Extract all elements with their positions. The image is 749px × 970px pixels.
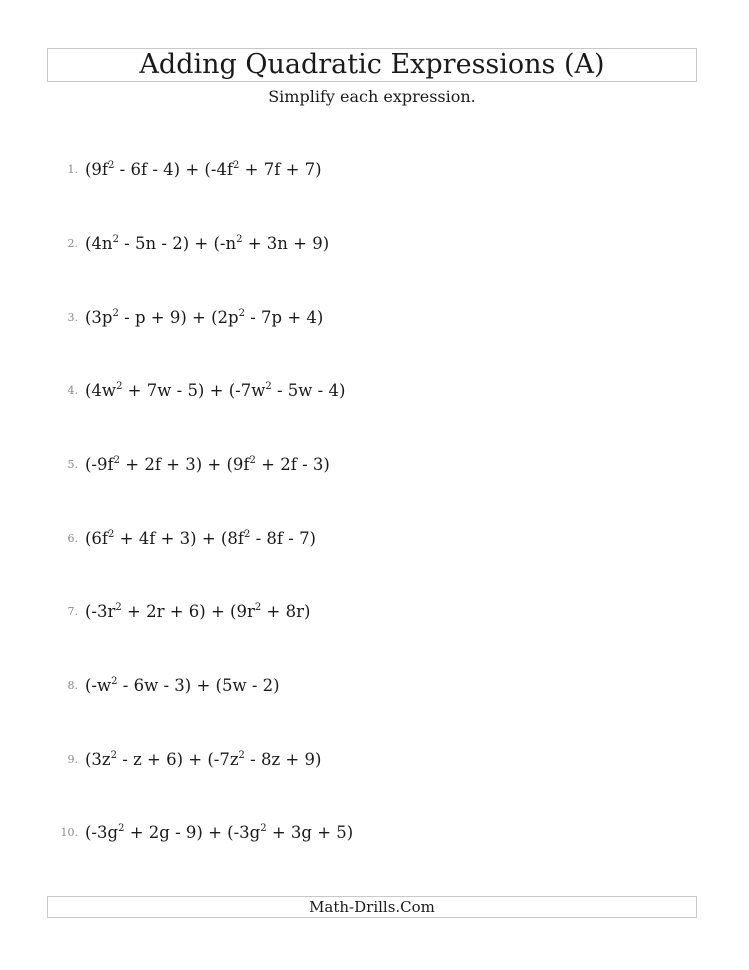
exponent: 2 xyxy=(115,602,122,613)
expression-text: - 8f - 7) xyxy=(250,529,316,548)
problem-number: 7. xyxy=(67,605,78,618)
problem-item xyxy=(0,527,749,551)
problem-number: 9. xyxy=(67,753,78,766)
problem-number: 1. xyxy=(67,163,78,176)
exponent: 2 xyxy=(113,455,120,466)
problem-expression xyxy=(85,453,330,477)
exponent: 2 xyxy=(238,308,245,319)
problem-expression xyxy=(85,600,310,624)
problem-number: 5. xyxy=(67,458,78,471)
problem-number: 6. xyxy=(67,532,78,545)
expression-text: + 7w - 5) + (-7w xyxy=(122,381,266,400)
exponent: 2 xyxy=(249,455,256,466)
expression-text: - 5w - 4) xyxy=(271,381,346,400)
problem-expression xyxy=(85,158,322,182)
expression-text: - 6f - 4) + (-4f xyxy=(114,160,234,179)
expression-text: + 4f + 3) + (8f xyxy=(114,529,244,548)
exponent: 2 xyxy=(236,234,243,245)
worksheet-instructions: Simplify each expression. xyxy=(268,87,476,106)
exponent: 2 xyxy=(260,823,267,834)
expression-text: + 2f - 3) xyxy=(255,455,330,474)
exponent: 2 xyxy=(243,529,251,540)
problem-expression xyxy=(85,674,280,698)
exponent: 2 xyxy=(254,602,262,613)
exponent: 2 xyxy=(238,750,245,761)
problem-item xyxy=(0,232,749,256)
expression-text: + 7f + 7) xyxy=(239,160,322,179)
problem-expression xyxy=(85,306,323,330)
expression-text: - 6w - 3) + (5w - 2) xyxy=(117,676,280,695)
expression-text: - z + 6) + (-7z xyxy=(117,750,239,769)
expression-text: (3z xyxy=(85,750,111,769)
expression-text: + 3g + 5) xyxy=(266,823,354,842)
problem-number: 8. xyxy=(67,679,78,692)
expression-text: (6f xyxy=(85,529,109,548)
problem-expression xyxy=(85,379,345,403)
problem-expression xyxy=(85,821,353,845)
exponent: 2 xyxy=(110,750,118,761)
expression-text: - 7p + 4) xyxy=(244,308,324,327)
expression-text: (4w xyxy=(85,381,117,400)
problem-item xyxy=(0,306,749,330)
problem-item xyxy=(0,748,749,772)
problem-expression xyxy=(85,748,321,772)
problem-item xyxy=(0,600,749,624)
worksheet-title: Adding Quadratic Expressions (A) xyxy=(139,49,605,80)
problem-expression xyxy=(85,232,329,256)
problem-number: 3. xyxy=(67,311,78,324)
problem-item xyxy=(0,158,749,182)
expression-text: + 2g - 9) + (-3g xyxy=(124,823,261,842)
expression-text: + 2r + 6) + (9r xyxy=(121,602,255,621)
exponent: 2 xyxy=(118,823,125,834)
problem-item xyxy=(0,821,749,845)
expression-text: + 8r) xyxy=(261,602,311,621)
exponent: 2 xyxy=(108,160,115,171)
exponent: 2 xyxy=(116,381,123,392)
problem-expression xyxy=(85,527,316,551)
exponent: 2 xyxy=(233,160,240,171)
problem-item xyxy=(0,674,749,698)
exponent: 2 xyxy=(108,529,115,540)
expression-text: - 5n - 2) + (-n xyxy=(118,234,237,253)
expression-text: (-9f xyxy=(85,455,114,474)
problem-item xyxy=(0,379,749,403)
problem-item xyxy=(0,453,749,477)
expression-text: (4n xyxy=(85,234,113,253)
expression-text: + 3n + 9) xyxy=(242,234,330,253)
problem-number: 10. xyxy=(60,826,78,839)
exponent: 2 xyxy=(112,234,119,245)
exponent: 2 xyxy=(112,308,119,319)
problem-number: 2. xyxy=(67,237,78,250)
exponent: 2 xyxy=(265,381,272,392)
problem-number: 4. xyxy=(67,384,78,397)
expression-text: (3p xyxy=(85,308,113,327)
expression-text: (-w xyxy=(85,676,112,695)
expression-text: (-3r xyxy=(85,602,116,621)
expression-text: - p + 9) + (2p xyxy=(118,308,239,327)
expression-text: - 8z + 9) xyxy=(244,750,322,769)
footer-site-name: Math-Drills.Com xyxy=(309,898,435,916)
expression-text: (-3g xyxy=(85,823,119,842)
exponent: 2 xyxy=(111,676,118,687)
expression-text: + 2f + 3) + (9f xyxy=(120,455,250,474)
expression-text: (9f xyxy=(85,160,109,179)
